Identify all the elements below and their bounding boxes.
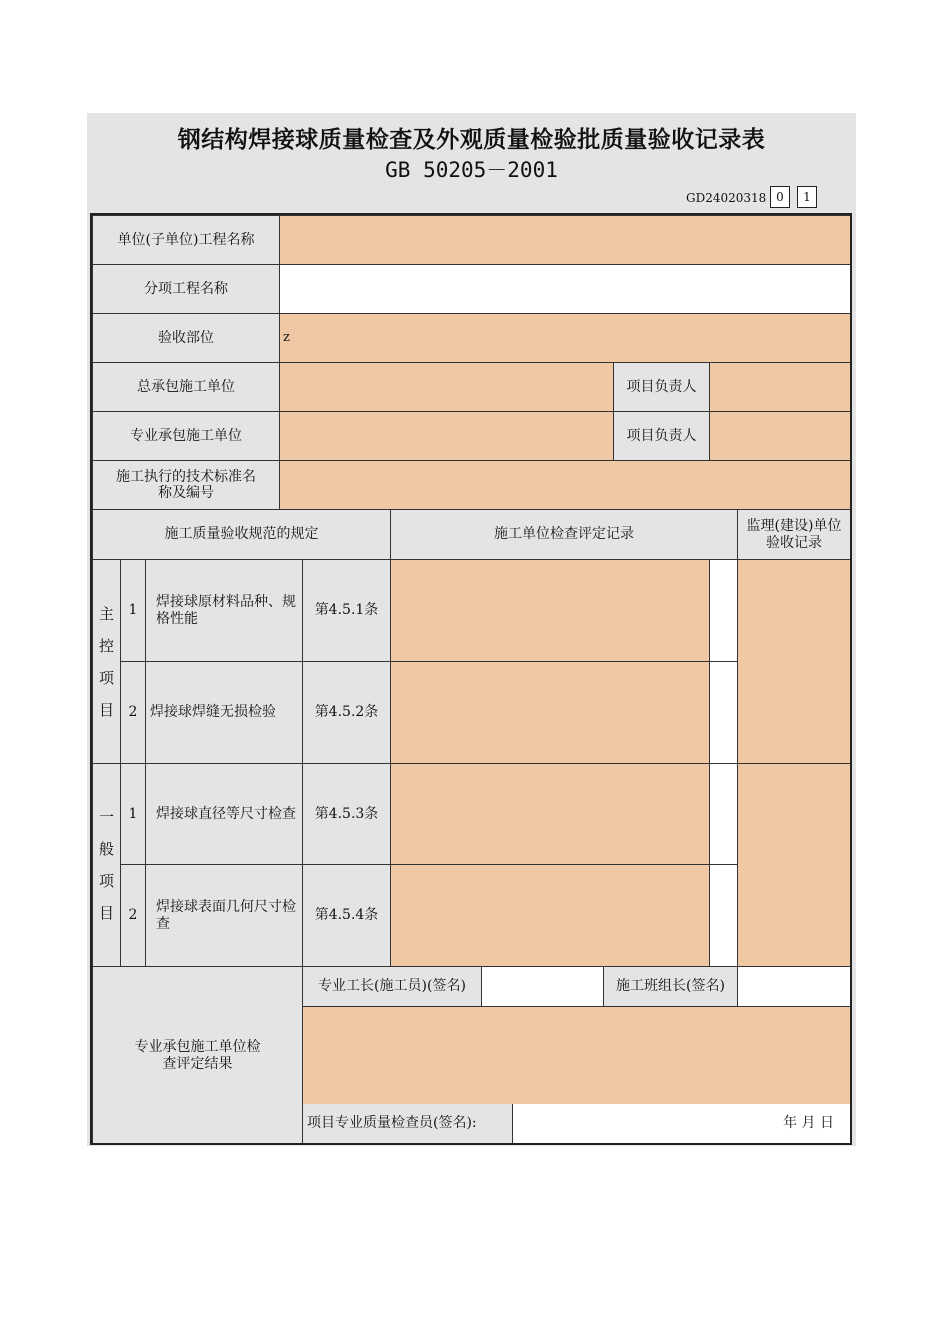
general-contractor-label: 总承包施工单位 [92,362,280,412]
item-clause: 第4.5.2条 [302,661,391,764]
special-contractor-label: 专业承包施工单位 [92,411,280,461]
item-clause: 第4.5.4条 [302,864,391,967]
inspection-record-field[interactable] [390,864,710,967]
item-clause: 第4.5.1条 [302,559,391,662]
form-standard: GB 50205－2001 [385,158,558,182]
result-field[interactable] [302,1006,851,1104]
foreman-signature-field[interactable] [481,966,604,1007]
project-manager-label-1: 项目负责人 [613,362,710,412]
spec-header: 施工质量验收规范的规定 [92,509,391,560]
acceptance-part-field[interactable]: z [279,313,851,363]
project-manager-field-2[interactable] [709,411,851,461]
result-label: 专业承包施工单位检查评定结果 [92,966,303,1144]
supervision-header: 监理(建设)单位验收记录 [737,509,851,560]
standard-field[interactable] [279,460,851,510]
general-group-label: 一 般 项 目 [92,763,121,967]
main-control-supervision-field[interactable] [737,559,851,764]
main-control-group-label: 主 控 项 目 [92,559,121,764]
item-name: 焊接球原材料品种、规格性能 [145,559,303,662]
inspection-note-field[interactable] [709,661,738,764]
sub-project-field[interactable] [279,264,851,314]
form-code-box-1: 0 [770,186,790,208]
inspection-note-field[interactable] [709,559,738,662]
foreman-label: 专业工长(施工员)(签名) [302,966,482,1007]
unit-project-field[interactable] [279,215,851,265]
inspection-note-field[interactable] [709,763,738,865]
special-contractor-field[interactable] [279,411,614,461]
general-supervision-field[interactable] [737,763,851,967]
unit-project-label: 单位(子单位)工程名称 [92,215,280,265]
item-number: 1 [120,763,146,865]
project-manager-field-1[interactable] [709,362,851,412]
item-name: 焊接球焊缝无损检验 [145,661,303,764]
form-title: 钢结构焊接球质量检查及外观质量检验批质量验收记录表 [177,127,766,153]
item-name: 焊接球表面几何尺寸检查 [145,864,303,967]
sub-project-label: 分项工程名称 [92,264,280,314]
inspection-record-field[interactable] [390,661,710,764]
form-code: GD24020318 [686,191,767,205]
inspection-note-field[interactable] [709,864,738,967]
team-leader-label: 施工班组长(签名) [603,966,738,1007]
standard-label: 施工执行的技术标准名称及编号 [92,460,280,510]
item-number: 2 [120,864,146,967]
team-leader-signature-field[interactable] [737,966,851,1007]
form-code-box-2: 1 [797,186,817,208]
item-number: 1 [120,559,146,662]
inspector-date[interactable]: 年 月 日 [512,1104,851,1144]
item-number: 2 [120,661,146,764]
item-clause: 第4.5.3条 [302,763,391,865]
item-name: 焊接球直径等尺寸检查 [145,763,303,865]
inspection-record-field[interactable] [390,763,710,865]
inspection-header: 施工单位检查评定记录 [390,509,738,560]
acceptance-part-label: 验收部位 [92,313,280,363]
general-contractor-field[interactable] [279,362,614,412]
inspector-label: 项目专业质量检查员(签名): [302,1104,513,1144]
project-manager-label-2: 项目负责人 [613,411,710,461]
inspection-record-field[interactable] [390,559,710,662]
